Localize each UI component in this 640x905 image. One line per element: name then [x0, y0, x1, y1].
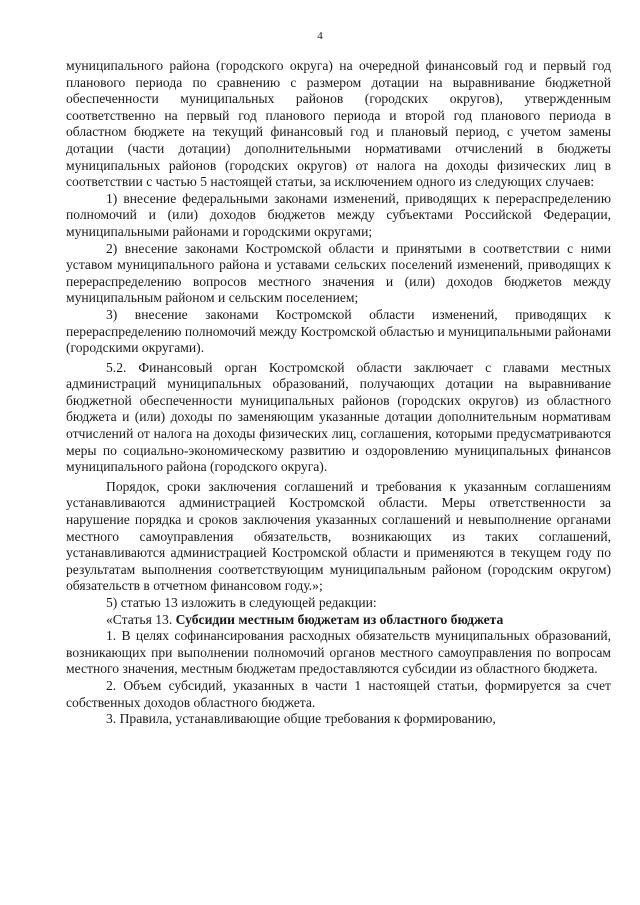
article-heading — [66, 612, 611, 629]
article-prefix: «Статья 13. — [106, 611, 176, 627]
amendment-item-5: 5) статью 13 изложить в следующей редакции: — [106, 595, 377, 610]
paragraph-procedure: Порядок, сроки заключения соглашений и требования к указанным соглашениям устанавливаются администрацией Костромской области. Меры ответственности за нарушение порядка и сроков заключения указанных соглашений и невыполнение органами местного самоуправления обязательств, возникающих из таких соглашений, устанавливаются администрацией Костромской области и применяются в текущем году по результатам выполнения соответствующим муниципальным районом (городским округом) обязательств в отчетном финансовом году.»; — [66, 478, 611, 594]
document-body — [66, 58, 611, 728]
list-item-2: 2) внесение законами Костромской области и принятыми в соответствии с ними уставом муниципального района и уставами сельских поселений изменений, приводящих к перераспределению вопросов местного значения и (или) доходов бюджетов между муниципальным районом и сельским поселением; — [66, 240, 611, 306]
list-item-3: 3) внесение законами Костромской области изменений, приводящих к перераспределению полномочий между Костромской областью и муниципальными районами (городскими округами). — [66, 306, 611, 356]
paragraph-continuation: муниципального района (городского округа) на очередной финансовый год и первый год планового периода по сравнению с размером дотации на выравнивание бюджетной обеспеченности муниципальных районов (городских округов), утвержденным соответственно на первый год планового периода и второй год планового периода в областном бюджете на текущий финансовый год и плановый период, с учетом замены дотации (части дотации) дополнительными нормативами отчислений в бюджеты муниципальных районов (городских округов) от налога на доходы физических лиц в соответствии с частью 5 настоящей статьи, за исключением одного из следующих случаев: — [66, 58, 611, 190]
clause-5-2: 5.2. Финансовый орган Костромской области заключает с главами местных администраций муниципальных образований, получающих дотации на выравнивание бюджетной обеспеченности муниципальных районов (городских округов) из областного бюджета и (или) доходы по заменяющим указанные дотации дополнительным нормативам отчислений от налога на доходы физических лиц, соглашения, которыми предусматриваются меры по социально-экономическому развитию и оздоровлению муниципальных финансов муниципального района (городского округа). — [66, 359, 611, 475]
article-title: Субсидии местным бюджетам из областного бюджета — [175, 611, 504, 627]
list-item-1: 1) внесение федеральными законами изменений, приводящих к перераспределению полномочий и (или) доходов бюджетов между субъектами Российской Федерации, муниципальными районами и городскими округами; — [66, 190, 611, 239]
article-part-2: 2. Объем субсидий, указанных в части 1 настоящей статьи, формируется за счет собственных доходов областного бюджета. — [66, 677, 611, 710]
article-part-3: 3. Правила, устанавливающие общие требования к формированию, — [106, 711, 496, 727]
page-number: 4 — [317, 30, 323, 42]
article-part-1: 1. В целях софинансирования расходных обязательств муниципальных образований, возникающих при выполнении полномочий органов местного самоуправления по вопросам местного значения, местным бюджетам предоставляются субсидии из областного бюджета. — [66, 628, 611, 677]
